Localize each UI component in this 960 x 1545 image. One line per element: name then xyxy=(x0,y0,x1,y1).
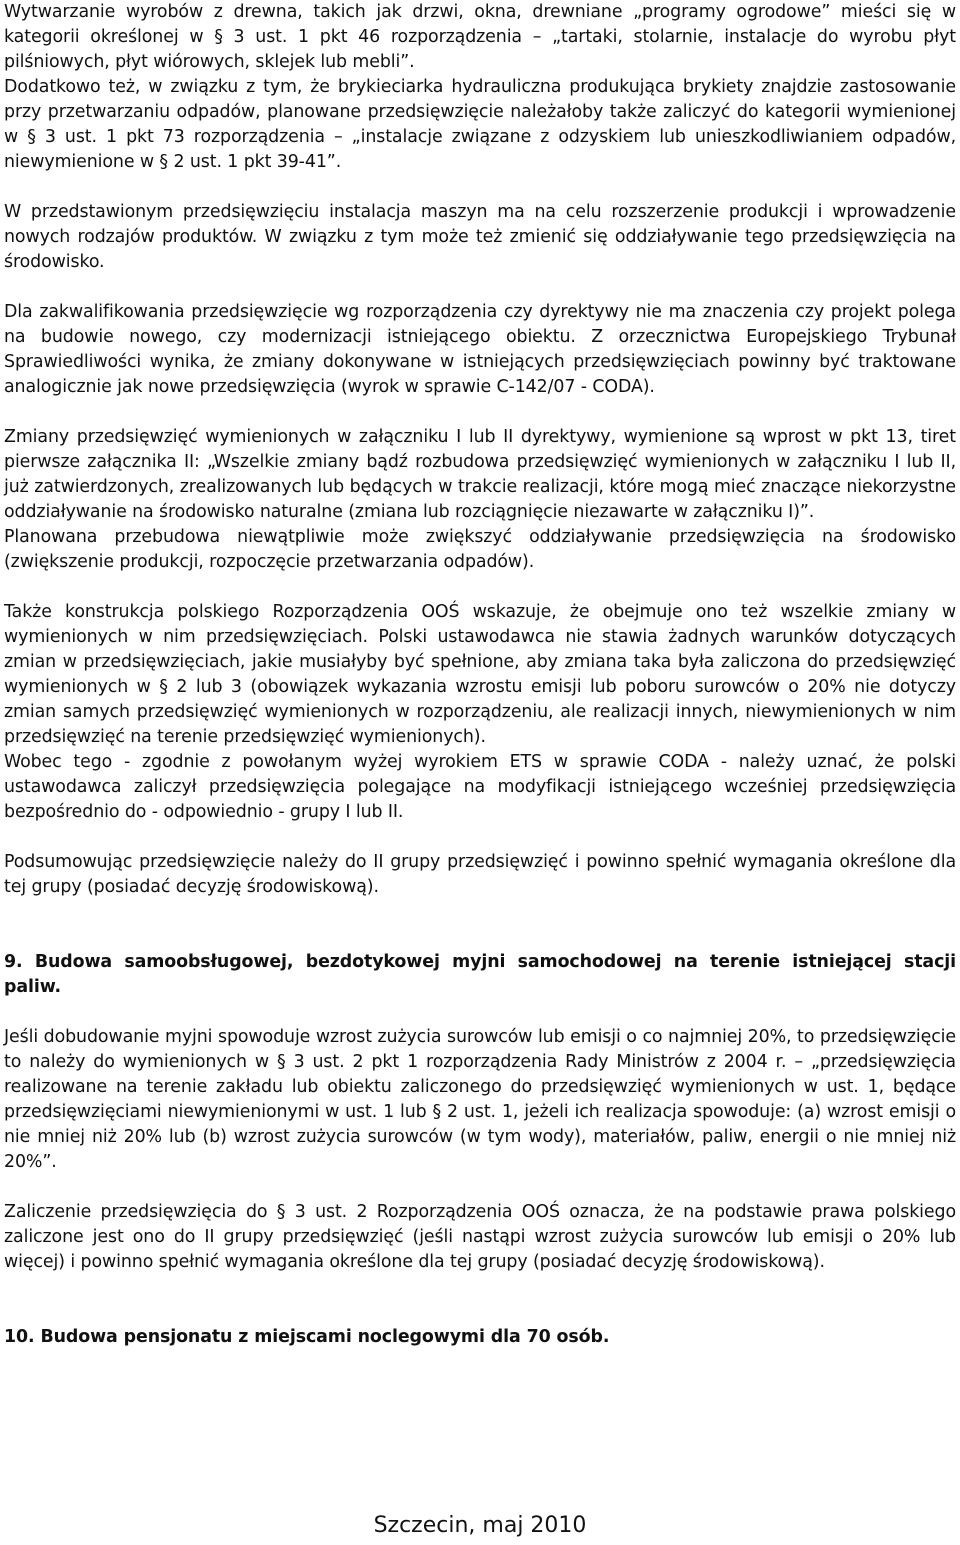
paragraph-briquetting: Dodatkowo też, w związku z tym, że brykieciarka hydrauliczna produkująca brykiety znajdzie zastosowanie przy przetwarzaniu odpadów, planowane przedsięwzięcie należałoby także zaliczyć do kategorii wymienionej w § 3 ust. 1 pkt 73 rozporządzenia – „instalacje związane z odzyskiem lub unieszkodliwianiem odpadów, niewymienione w § 2 ust. 1 pkt 39-41”. xyxy=(4,77,956,172)
paragraph-planned-rebuild: Planowana przebudowa niewątpliwie może zwiększyć oddziaływanie przedsięwzięcia na środowisko (zwiększenie produkcji, rozpoczęcie przetwarzania odpadów). xyxy=(4,527,956,572)
paragraph-machine-installation: W przedstawionym przedsięwzięciu instalacja maszyn ma na celu rozszerzenie produkcji i wprowadzenie nowych rodzajów produktów. W związku z tym może też zmienić się oddziaływanie tego przedsięwzięcia na środowisko. xyxy=(4,202,956,272)
page-footer: Szczecin, maj 2010 xyxy=(373,1513,587,1538)
paragraph-polish-regulation: Także konstrukcja polskiego Rozporządzenia OOŚ wskazuje, że obejmuje ono też wszelkie zmiany w wymienionych w nim przedsięwzięciach. Polski ustawodawca nie stawia żadnych warunków dotyczących zmian w przedsięwzięciach, jakie musiałyby być spełnione, aby zmiana taka była zaliczona do przedsięwzięć wymienionych w § 2 lub 3 (obowiązek wykazania wzrostu emisji lub poboru surowców o 20% nie dotyczy zmian samych przedsięwzięć wymienionych w rozporządzeniu, ale realizacji innych, niewymienionych w nim przedsięwzięć na terenie przedsięwzięć wymienionych). xyxy=(4,602,956,747)
paragraph-qualification: Dla zakwalifikowania przedsięwzięcie wg rozporządzenia czy dyrektywy nie ma znaczenia czy projekt polega na budowie nowego, czy modernizacji istniejącego obiektu. Z orzecznictwa Europejskiego Trybunał Sprawiedliwości wynika, że zmiany dokonywane w istniejących przedsięwzięciach powinny być traktowane analogicznie jak nowe przedsięwzięcia (wyrok w sprawie C-142/07 - CODA). xyxy=(4,302,956,397)
paragraph-summary: Podsumowując przedsięwzięcie należy do II grupy przedsięwzięć i powinno spełnić wymagania określone dla tej grupy (posiadać decyzję środowiskową). xyxy=(4,852,956,897)
paragraph-car-wash: Jeśli dobudowanie myjni spowoduje wzrost zużycia surowców lub emisji o co najmniej 20%, to przedsięwzięcie to należy do wymienionych w § 3 ust. 2 pkt 1 rozporządzenia Rady Ministrów z 2004 r. – „przedsięwzięcia realizowane na terenie zakładu lub obiektu zaliczonego do przedsięwzięć wymienionych w ust. 1, będące przedsięwzięciami niewymienionymi w ust. 1 lub § 2 ust. 1, jeżeli ich realizacja spowoduje: (a) wzrost emisji o nie mniej niż 20% lub (b) wzrost zużycia surowców (w tym wody), materiałów, paliw, energii o nie mniej niż 20%”. xyxy=(4,1027,956,1172)
document-page xyxy=(4,0,956,1350)
paragraph-classification: Zaliczenie przedsięwzięcia do § 3 ust. 2 Rozporządzenia OOŚ oznacza, że na podstawie prawa polskiego zaliczone jest ono do II grupy przedsięwzięć (jeśli nastąpi wzrost zużycia surowców lub emisji o 20% lub więcej) i powinno spełnić wymagania określone dla tej grupy (posiadać decyzję środowiskową). xyxy=(4,1202,956,1272)
section-heading-10: 10. Budowa pensjonatu z miejscami noclegowymi dla 70 osób. xyxy=(4,1327,610,1347)
paragraph-wood-products: Wytwarzanie wyrobów z drewna, takich jak drzwi, okna, drewniane „programy ogrodowe” mieści się w kategorii określonej w § 3 ust. 1 pkt 46 rozporządzenia – „tartaki, stolarnie, instalacje do wyrobu płyt pilśniowych, płyt wiórowych, sklejek lub mebli”. xyxy=(4,2,956,72)
paragraph-ets-ruling: Wobec tego - zgodnie z powołanym wyżej wyrokiem ETS w sprawie CODA - należy uznać, że polski ustawodawca zaliczył przedsięwzięcia polegające na modyfikacji istniejącego wcześniej przedsięwzięcia bezpośrednio do - odpowiednio - grupy I lub II. xyxy=(4,752,956,822)
paragraph-directive-changes: Zmiany przedsięwzięć wymienionych w załączniku I lub II dyrektywy, wymienione są wprost w pkt 13, tiret pierwsze załącznika II: „Wszelkie zmiany bądź rozbudowa przedsięwzięć wymienionych w załączniku I lub II, już zatwierdzonych, zrealizowanych lub będących w trakcie realizacji, które mogą mieć znaczące niekorzystne oddziaływanie na środowisko naturalne (zmiana lub rozciągnięcie niezawarte w załączniku I)”. xyxy=(4,427,956,522)
section-heading-9: 9. Budowa samoobsługowej, bezdotykowej myjni samochodowej na terenie istniejącej stacji paliw. xyxy=(4,952,956,997)
